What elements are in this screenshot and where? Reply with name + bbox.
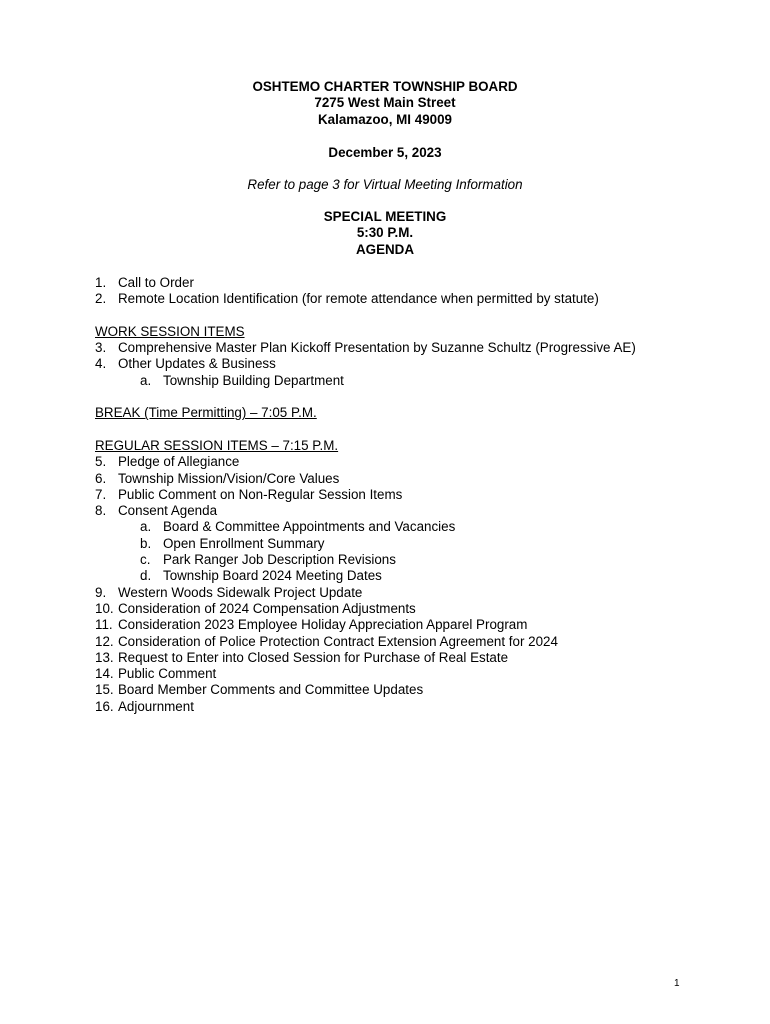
address-line-1: 7275 West Main Street xyxy=(314,95,456,111)
item-text: Other Updates & Business xyxy=(118,356,276,372)
agenda-item xyxy=(95,503,735,519)
subitem-letter: a. xyxy=(140,519,152,535)
item-number: 10. xyxy=(95,600,114,616)
agenda-item xyxy=(95,585,735,601)
agenda-subitem xyxy=(95,536,735,552)
meeting-date: December 5, 2023 xyxy=(328,145,442,160)
agenda-item xyxy=(95,356,735,372)
agenda-item xyxy=(95,601,735,617)
agenda-subitem xyxy=(95,552,735,568)
section-heading-work-session xyxy=(95,324,735,340)
item-number: 11. xyxy=(95,617,113,633)
section-heading-text: REGULAR SESSION ITEMS – 7:15 P.M. xyxy=(95,437,339,453)
agenda-subitem xyxy=(95,519,735,535)
subitem-text: Township Building Department xyxy=(163,372,344,388)
item-number: 16. xyxy=(95,698,114,714)
subitem-letter: c. xyxy=(140,552,151,568)
item-text: Consent Agenda xyxy=(118,503,218,519)
agenda-item xyxy=(95,634,735,650)
section-heading-text: WORK SESSION ITEMS xyxy=(95,323,245,339)
item-text: Call to Order xyxy=(118,275,194,290)
agenda-item xyxy=(95,275,735,291)
item-text: Public Comment on Non-Regular Session Items xyxy=(118,486,403,502)
agenda-item xyxy=(95,682,735,698)
meeting-time: 5:30 P.M. xyxy=(356,225,414,241)
section-heading-text: BREAK (Time Permitting) – 7:05 P.M. xyxy=(95,405,317,421)
item-text: Remote Location Identification (for remote attendance when permitted by statute) xyxy=(118,291,599,307)
agenda-item xyxy=(95,454,735,470)
agenda-item xyxy=(95,471,735,487)
agenda-item xyxy=(95,487,735,503)
agenda-item xyxy=(95,650,735,666)
item-number: 7. xyxy=(95,486,107,502)
subitem-text: Township Board 2024 Meeting Dates xyxy=(163,568,382,584)
item-number: 3. xyxy=(95,340,107,356)
item-number: 15. xyxy=(95,682,114,698)
page-number: 1 xyxy=(674,978,680,989)
agenda-item xyxy=(95,699,735,715)
item-text: Consideration of 2024 Compensation Adjustments xyxy=(118,600,416,616)
item-number: 4. xyxy=(95,356,107,372)
item-text: Consideration of Police Protection Contract Extension Agreement for 2024 xyxy=(118,633,558,649)
agenda-item xyxy=(95,666,735,682)
item-text: Pledge of Allegiance xyxy=(118,454,240,470)
item-number: 2. xyxy=(95,291,107,307)
item-number: 8. xyxy=(95,503,107,519)
subitem-text: Park Ranger Job Description Revisions xyxy=(163,552,396,568)
item-number: 1. xyxy=(95,275,107,290)
section-heading-regular-session xyxy=(95,438,735,454)
item-text: Township Mission/Vision/Core Values xyxy=(118,470,340,486)
meeting-type: SPECIAL MEETING xyxy=(323,209,447,224)
item-text: Adjournment xyxy=(118,698,194,714)
item-number: 5. xyxy=(95,454,107,470)
item-number: 13. xyxy=(95,649,114,665)
item-text: Request to Enter into Closed Session for Purchase of Real Estate xyxy=(118,649,509,665)
subitem-letter: b. xyxy=(140,535,152,551)
item-text: Comprehensive Master Plan Kickoff Presentation by Suzanne Schultz (Progressive AE) xyxy=(118,340,636,356)
agenda-heading: AGENDA xyxy=(355,241,415,257)
document-header xyxy=(0,79,770,128)
virtual-meeting-note: Refer to page 3 for Virtual Meeting Information xyxy=(247,177,523,192)
item-number: 14. xyxy=(95,666,114,682)
meeting-title-block xyxy=(0,209,770,258)
agenda-subitem xyxy=(95,373,735,389)
agenda-item xyxy=(95,340,735,356)
item-number: 9. xyxy=(95,584,107,600)
subitem-text: Open Enrollment Summary xyxy=(163,535,325,551)
org-name: OSHTEMO CHARTER TOWNSHIP BOARD xyxy=(252,79,518,94)
item-text: Western Woods Sidewalk Project Update xyxy=(118,584,363,600)
subitem-letter: d. xyxy=(140,568,152,584)
agenda-list xyxy=(95,275,735,715)
item-text: Board Member Comments and Committee Updates xyxy=(118,682,424,698)
subitem-text: Board & Committee Appointments and Vacancies xyxy=(163,519,456,535)
item-text: Consideration 2023 Employee Holiday Appreciation Apparel Program xyxy=(118,617,528,633)
agenda-item xyxy=(95,617,735,633)
item-number: 6. xyxy=(95,470,107,486)
address-line-2: Kalamazoo, MI 49009 xyxy=(318,111,452,127)
agenda-item xyxy=(95,291,735,307)
subitem-letter: a. xyxy=(140,372,152,388)
item-number: 12. xyxy=(95,633,114,649)
agenda-subitem xyxy=(95,568,735,584)
section-heading-break xyxy=(95,405,735,421)
item-text: Public Comment xyxy=(118,666,217,682)
